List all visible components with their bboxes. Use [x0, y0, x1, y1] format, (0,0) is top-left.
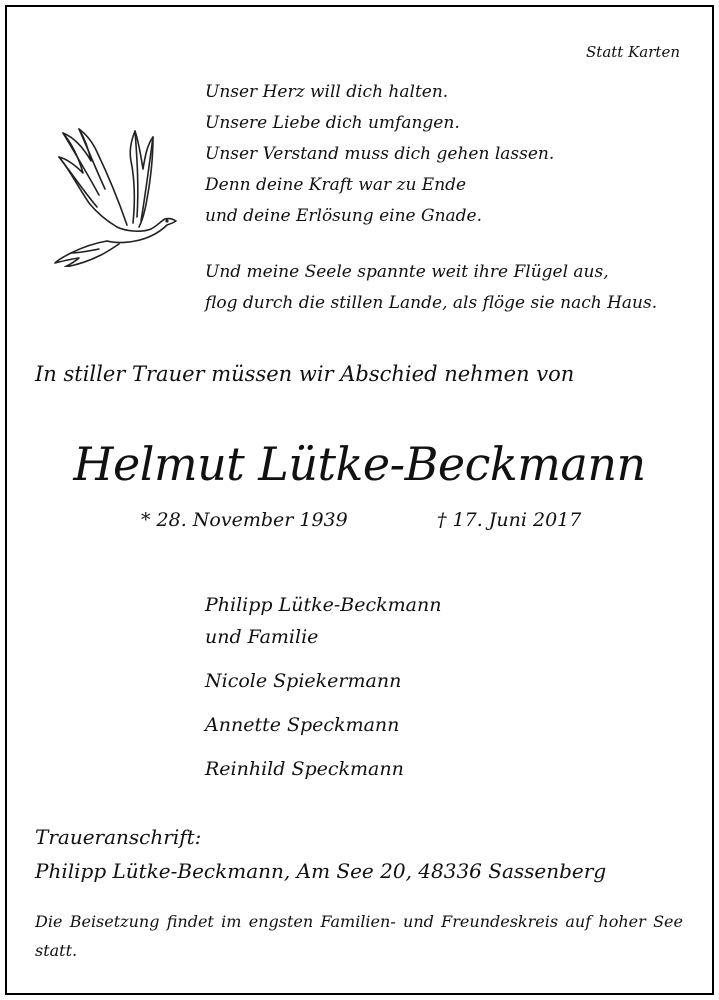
mourner-name: Annette Speckmann: [205, 714, 400, 736]
poem-line: Denn deine Kraft war zu Ende: [205, 175, 467, 195]
poem-line: Unser Verstand muss dich gehen lassen.: [205, 144, 555, 164]
mourner-name: und Familie: [205, 626, 319, 648]
poem-line: und deine Erlösung eine Gnade.: [205, 206, 483, 226]
dove-icon: [49, 107, 179, 267]
address-value: Philipp Lütke-Beckmann, Am See 20, 48336 Sassenberg: [35, 859, 607, 883]
mourners-list: [205, 589, 441, 785]
death-date: † 17. Juni 2017: [437, 509, 582, 531]
mourner-name: Philipp Lütke-Beckmann: [205, 594, 442, 616]
announcement-text: In stiller Trauer müssen wir Abschied nehmen von: [35, 362, 575, 386]
deceased-name: Helmut Lütke-Beckmann: [73, 437, 646, 491]
mourner-name: Reinhild Speckmann: [205, 758, 404, 780]
poem-stanza-1: [205, 77, 554, 232]
poem-stanza-2: [205, 257, 657, 319]
poem-line: Und meine Seele spannte weit ihre Flügel aus,: [205, 262, 609, 282]
address-label: Traueranschrift:: [35, 825, 202, 849]
poem-line: Unser Herz will dich halten.: [205, 82, 449, 102]
obituary-frame: [5, 5, 714, 995]
poem-line: Unsere Liebe dich umfangen.: [205, 113, 460, 133]
burial-note: Die Beisetzung findet im engsten Familien- und Freundeskreis auf hoher See statt.: [35, 912, 683, 960]
mourner-name: Nicole Spiekermann: [205, 670, 402, 692]
poem-line: flog durch die stillen Lande, als flöge sie nach Haus.: [205, 293, 658, 313]
birth-date: * 28. November 1939: [141, 509, 348, 531]
statt-karten-note: Statt Karten: [586, 43, 680, 61]
